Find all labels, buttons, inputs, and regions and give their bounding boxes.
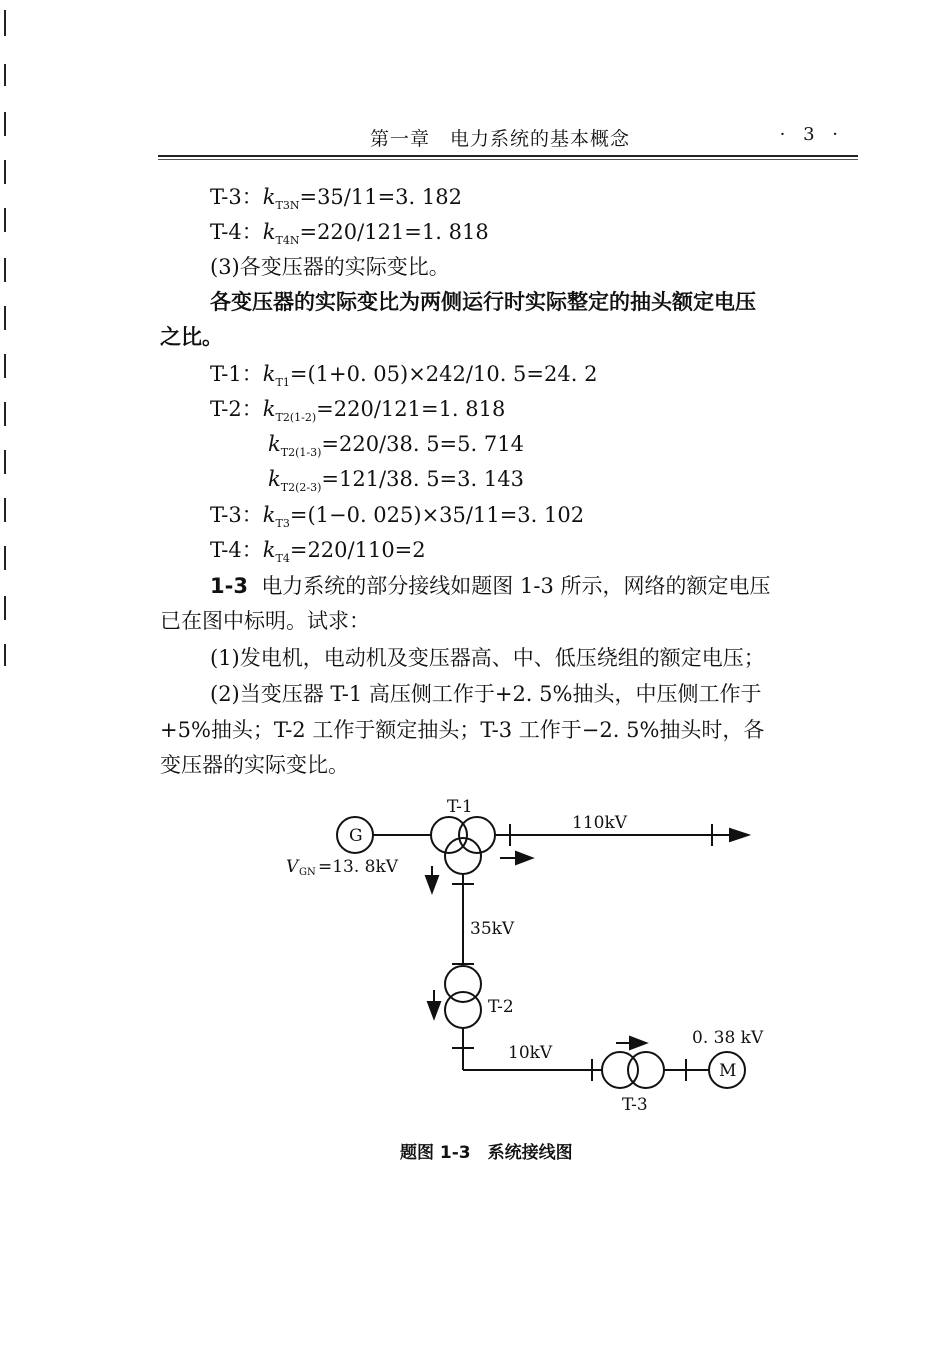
text-line-14: (1)发电机，电动机及变压器高、中、低压绕组的额定电压； [210,646,765,670]
text-line-8: $k_{T2(1-3)}=220/38$. 5=5. 714 [268,432,524,460]
motor-label: M [719,1061,737,1081]
text-line-9: $k_{T2(2-3)}=121/38$. 5=3. 143 [268,467,524,495]
vgn-value: =13. 8kV [318,857,399,877]
t1-winding-3 [445,838,481,874]
figure-caption: 题图 1-3 系统接线图 [400,1143,573,1163]
vgn-symbol: V [286,857,299,877]
gen-label: G [349,826,363,846]
text-line-1: T-3：$k_{T3N}=35/11=3$. 182 [210,185,462,213]
text-line-3: (3)各变压器的实际变比。 [210,255,450,279]
vgn-subscript: GN [299,867,316,878]
text-line-13: 已在图中标明。试求： [160,609,370,633]
t2-winding-2 [445,992,481,1028]
text-line-17: 变压器的实际变比。 [160,753,349,777]
voltage-038kv: 0. 38 kV [692,1028,764,1048]
text-line-16: +5%抽头；T-2 工作于额定抽头；T-3 工作于−2. 5%抽头时，各 [160,718,765,742]
t1-winding-1 [431,817,467,853]
page-number: · 3 · [779,124,844,145]
arrow-t1-mid-icon [516,852,532,864]
text-line-2: T-4：$k_{T4N}=220/121=1$. 818 [210,220,489,248]
t1-label: T-1 [447,797,473,817]
arrow-t3-icon [630,1037,646,1049]
t2-label: T-2 [488,997,514,1017]
voltage-10kv: 10kV [508,1043,553,1063]
text-line-10: T-3：$k_{T3}=(1-0$. 025)×35/11=3. 102 [210,503,585,531]
voltage-35kv: 35kV [470,919,515,939]
text-line-12: 1-3 电力系统的部分接线如题图 1-3 所示，网络的额定电压 [210,574,771,598]
text-line-11: T-4：$k_{T4}=220/110=2$ [210,538,426,566]
text-line-4: 各变压器的实际变比为两侧运行时实际整定的抽头额定电压 [210,290,756,314]
problem-number: 1-3 [210,574,248,598]
t3-winding-2 [628,1052,664,1088]
arrow-t1-low-icon [426,876,438,892]
text-line-6: T-1：$k_{T1}=(1+0$. 05)×242/10. 5=24. 2 [210,362,598,390]
chapter-title: 第一章 电力系统的基本概念 [370,128,631,150]
text-line-5: 之比。 [160,325,223,349]
text-line-7: T-2：$k_{T2(1-2)}=220/121=1$. 818 [210,397,506,425]
t1-winding-2 [459,817,495,853]
voltage-110kv: 110kV [572,813,628,833]
text-line-15: (2)当变压器 T-1 高压侧工作于+2. 5%抽头，中压侧工作于 [210,682,762,706]
arrow-110kv-icon [730,829,748,841]
arrow-t2-icon [428,1002,440,1018]
t3-label: T-3 [622,1095,648,1115]
